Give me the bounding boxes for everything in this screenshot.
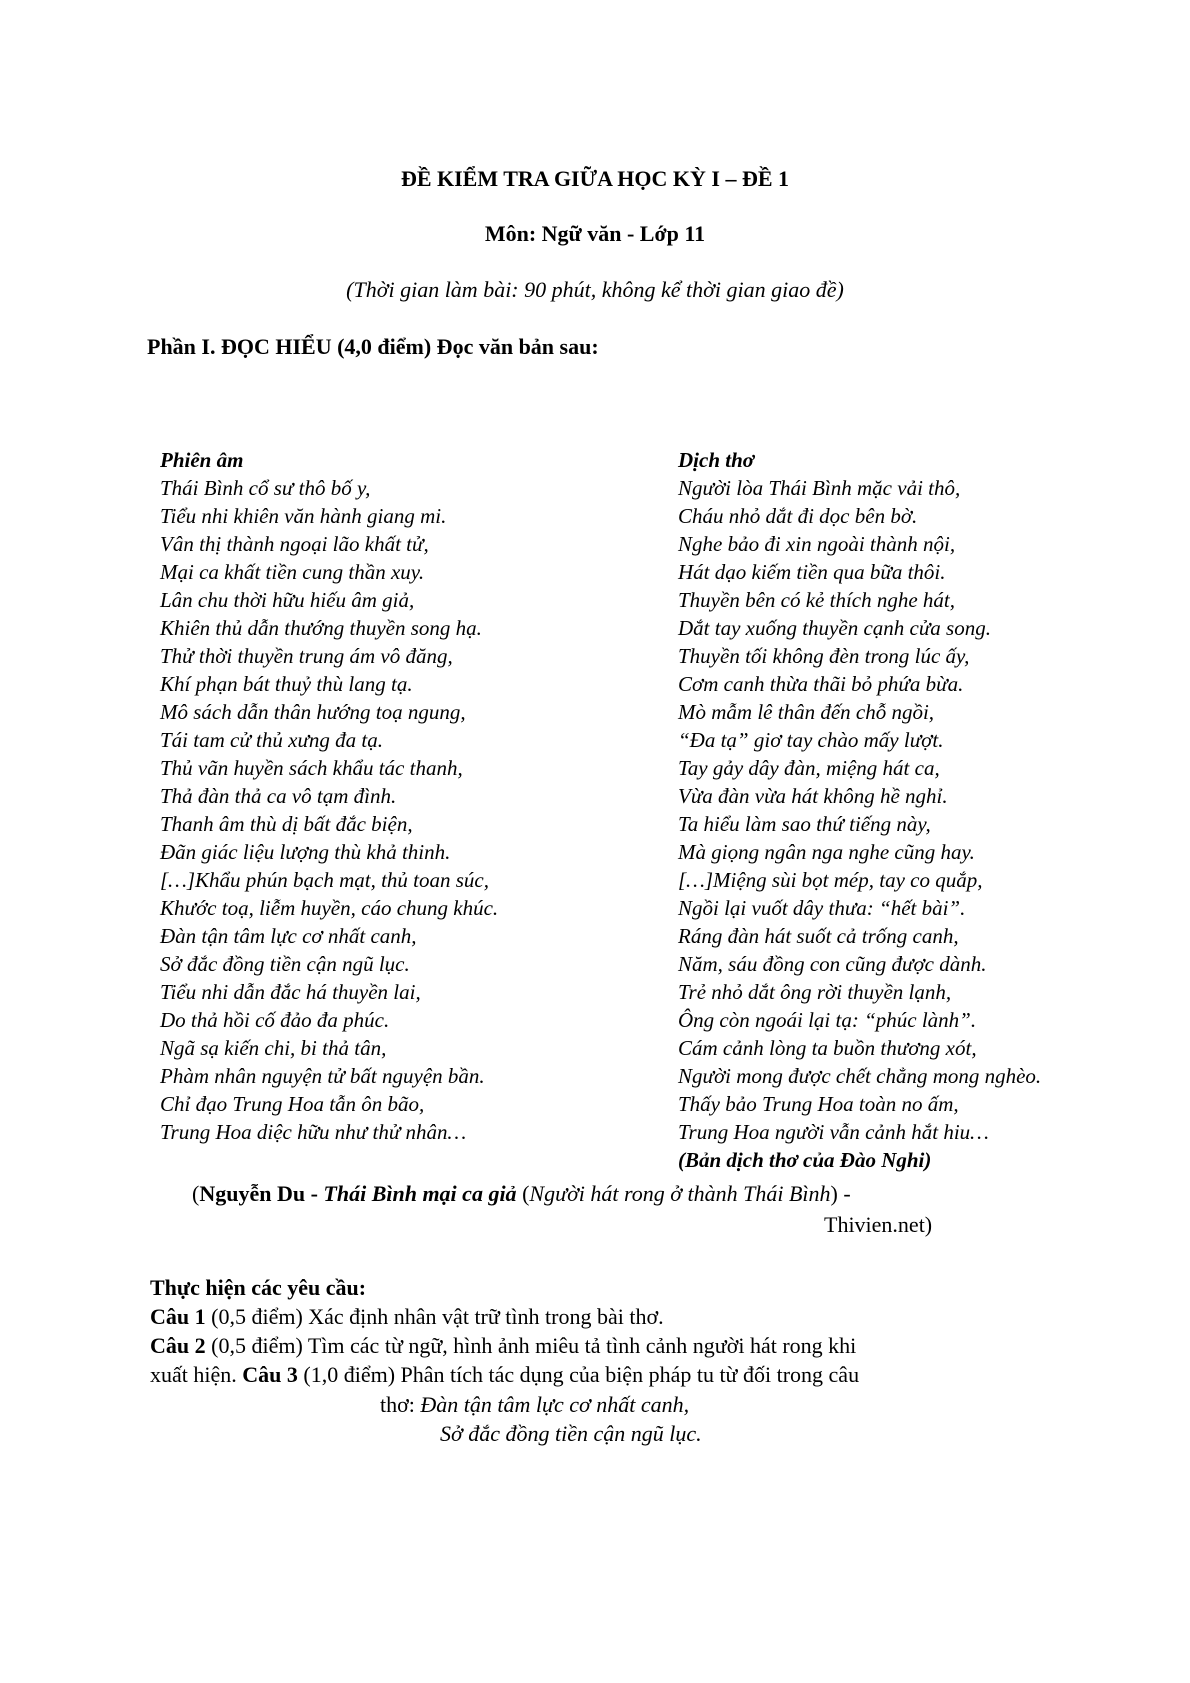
source-citation: [192, 1181, 851, 1207]
question-3-verse-1: [380, 1392, 689, 1418]
poem-line: Đàn tận tâm lực cơ nhất canh,: [160, 924, 417, 948]
translation-lines: [678, 474, 1041, 1146]
translator-credit: (Bản dịch thơ của Đào Nghi): [678, 1148, 932, 1172]
poem-line: […]Miệng sùi bọt mép, tay co quắp,: [678, 868, 983, 892]
poem-line: Lân chu thời hữu hiếu âm giả,: [160, 588, 415, 612]
original-heading: Phiên âm: [160, 448, 244, 472]
q3-verse-1: Đàn tận tâm lực cơ nhất canh,: [420, 1392, 690, 1417]
poem-line: Mà giọng ngân nga nghe cũng hay.: [678, 840, 975, 864]
poem-line: Ta hiểu làm sao thứ tiếng này,: [678, 812, 931, 836]
q2-label: Câu 2: [150, 1333, 206, 1358]
poem-line: Chỉ đạo Trung Hoa tẫn ôn bão,: [160, 1092, 425, 1116]
citation-author: Nguyễn Du -: [199, 1181, 324, 1206]
poem-line: Sở đắc đồng tiền cận ngũ lục.: [160, 952, 410, 976]
part-heading: Phần I. ĐỌC HIỂU (4,0 điểm) Đọc văn bản sau:: [147, 334, 599, 359]
poem-line: Thả đàn thả ca vô tạm đình.: [160, 784, 397, 808]
q3-prefix: thơ:: [380, 1392, 421, 1417]
q3-label: Câu 3: [242, 1362, 298, 1387]
requirements-heading: Thực hiện các yêu cầu:: [150, 1275, 367, 1300]
poem-line: Thanh âm thù dị bất đắc biện,: [160, 812, 413, 836]
poem-line: Nghe bảo đi xin ngoài thành nội,: [678, 532, 956, 556]
translation-heading: Dịch thơ: [678, 448, 755, 472]
citation-work-translation: Người hát rong ở thành Thái Bình: [529, 1181, 831, 1206]
citation-space: (: [516, 1181, 530, 1206]
poem-line: Ông còn ngoái lại tạ: “phúc lành”.: [678, 1008, 977, 1032]
time-note: (Thời gian làm bài: 90 phút, không kể thời gian giao đề): [346, 277, 844, 302]
poem-line: Mò mẫm lê thân đến chỗ ngồi,: [678, 700, 935, 724]
poem-line: Khí phạn bát thuỷ thù lang tạ.: [160, 672, 413, 696]
poem-line: Tái tam cử thủ xưng đa tạ.: [160, 728, 383, 752]
poem-line: Mô sách dẫn thân hướng toạ ngung,: [160, 700, 466, 724]
poem-line: Ngồi lại vuốt dây thưa: “hết bài”.: [678, 896, 966, 920]
poem-line: Đãn giác liệu lượng thù khả thinh.: [160, 840, 451, 864]
poem-line: Trẻ nhỏ dắt ông rời thuyền lạnh,: [678, 980, 952, 1004]
question-2: [150, 1333, 856, 1359]
exam-title: ĐỀ KIỂM TRA GIỮA HỌC KỲ I – ĐỀ 1: [400, 166, 790, 191]
poem-line: Thái Bình cổ sư thô bố y,: [160, 476, 371, 500]
question-2-3-line: [150, 1362, 859, 1388]
subject-line: Môn: Ngữ văn - Lớp 11: [484, 221, 706, 246]
poem-line: Cơm canh thừa thãi bỏ phứa bừa.: [678, 672, 964, 696]
poem-line: Thấy bảo Trung Hoa toàn no ấm,: [678, 1092, 959, 1116]
poem-line: Người lòa Thái Bình mặc vải thô,: [678, 476, 961, 500]
poem-line: Dắt tay xuống thuyền cạnh cửa song.: [678, 616, 991, 640]
q2-cont: xuất hiện.: [150, 1362, 243, 1387]
question-3-verse-2: Sở đắc đồng tiền cận ngũ lục.: [440, 1421, 702, 1446]
poem-line: Thủ vãn huyền sách khẩu tác thanh,: [160, 756, 463, 780]
poem-line: Vân thị thành ngoại lão khất tử,: [160, 532, 429, 556]
poem-line: Tiểu nhi khiên văn hành giang mi.: [160, 504, 447, 528]
citation-work-title: Thái Bình mại ca giả: [323, 1181, 517, 1206]
poem-line: Ngã sạ kiến chi, bi thả tân,: [160, 1036, 387, 1060]
poem-line: Thuyền tối không đèn trong lúc ấy,: [678, 644, 970, 668]
poem-line: Hát dạo kiếm tiền qua bữa thôi.: [678, 560, 946, 584]
poem-line: Phàm nhân nguyện tử bất nguyện bần.: [160, 1064, 485, 1088]
poem-line: Mại ca khất tiền cung thần xuy.: [160, 560, 425, 584]
poem-line: Trung Hoa người vẫn cảnh hắt hiu…: [678, 1120, 989, 1144]
citation-site: Thivien.net): [824, 1212, 933, 1237]
citation-paren: (: [192, 1181, 200, 1206]
poem-line: Trung Hoa diệc hữu như thử nhân…: [160, 1120, 467, 1144]
q1-label: Câu 1: [150, 1304, 206, 1329]
poem-line: Thử thời thuyền trung ám vô đăng,: [160, 644, 453, 668]
poem-line: “Đa tạ” giơ tay chào mấy lượt.: [678, 728, 944, 752]
poem-line: Người mong được chết chẳng mong nghèo.: [678, 1064, 1042, 1088]
poem-line: Khiên thủ dẫn thướng thuyền song hạ.: [160, 616, 482, 640]
poem-line: Cháu nhỏ dắt đi dọc bên bờ.: [678, 504, 918, 528]
poem-translation-column: [678, 446, 1041, 1174]
poem-line: […]Khẩu phún bạch mạt, thủ toan súc,: [160, 868, 490, 892]
question-1: [150, 1304, 664, 1330]
q2-text: (0,5 điểm) Tìm các từ ngữ, hình ảnh miêu tả tình cảnh người hát rong khi: [205, 1333, 857, 1358]
original-lines: [160, 474, 498, 1146]
poem-line: Thuyền bên có kẻ thích nghe hát,: [678, 588, 955, 612]
poem-line: Do thả hồi cố đảo đa phúc.: [160, 1008, 390, 1032]
citation-tail: ) -: [830, 1181, 851, 1206]
poem-line: Tiểu nhi dẫn đắc há thuyền lai,: [160, 980, 421, 1004]
poem-line: Khước toạ, liễm huyền, cáo chung khúc.: [160, 896, 499, 920]
poem-line: Ráng đàn hát suốt cả trống canh,: [678, 924, 959, 948]
poem-line: Năm, sáu đồng con cũng được dành.: [678, 952, 987, 976]
poem-line: Vừa đàn vừa hát không hề nghỉ.: [678, 784, 948, 808]
q1-text: (0,5 điểm) Xác định nhân vật trữ tình trong bài thơ.: [205, 1304, 664, 1329]
poem-line: Cám cảnh lòng ta buồn thương xót,: [678, 1036, 977, 1060]
poem-line: Tay gảy dây đàn, miệng hát ca,: [678, 756, 940, 780]
poem-original-column: [160, 446, 498, 1146]
q3-text: (1,0 điểm) Phân tích tác dụng của biện pháp tu từ đối trong câu: [297, 1362, 860, 1387]
